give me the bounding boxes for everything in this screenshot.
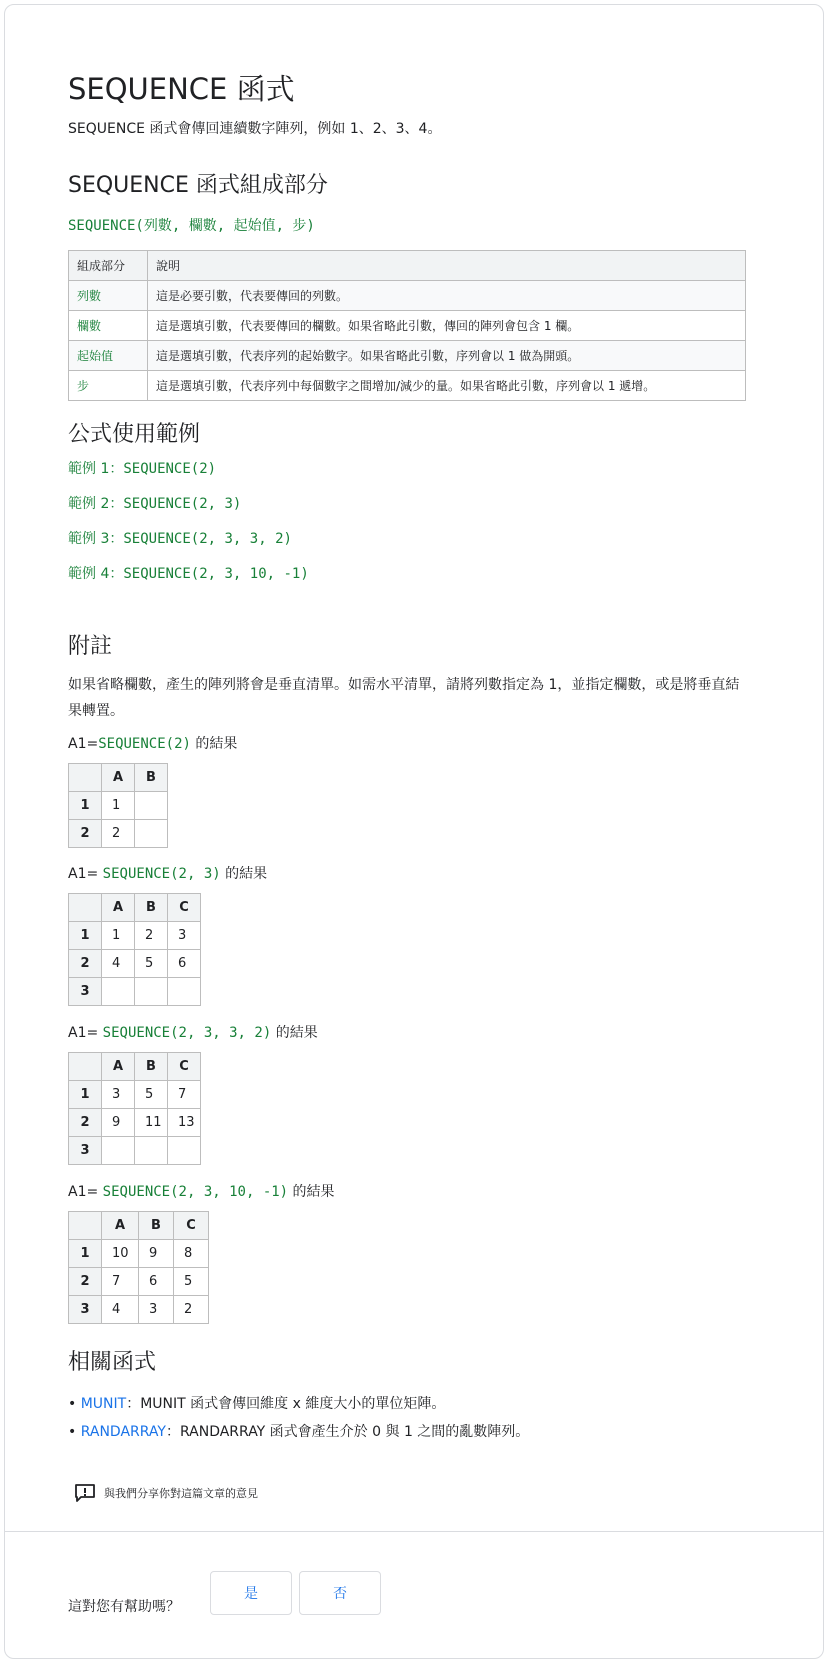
helpful-question: 這對您有幫助嗎？ <box>68 1599 180 1615</box>
table-header: 組成部分 <box>69 251 148 281</box>
param-name: 欄數 <box>69 311 148 341</box>
related-desc: ：MUNIT 函式會傳回維度 x 維度大小的單位矩陣。 <box>126 1396 446 1412</box>
grid-cell: 2 <box>135 922 168 950</box>
caption-suffix: 的結果 <box>288 1184 335 1200</box>
grid-cell <box>168 978 201 1006</box>
no-button[interactable]: 否 <box>299 1571 381 1615</box>
grid-cell: 2 <box>174 1296 209 1324</box>
col-header: A <box>102 894 135 922</box>
grid-cell: 6 <box>168 950 201 978</box>
grid-cell: 6 <box>139 1268 174 1296</box>
result-caption-2 <box>68 863 267 883</box>
corner-cell <box>69 764 102 792</box>
table-row <box>69 341 746 371</box>
caption-suffix: 的結果 <box>190 736 238 752</box>
components-heading: SEQUENCE 函式組成部分 <box>68 173 328 198</box>
row-header: 3 <box>69 1137 102 1165</box>
caption-formula: SEQUENCE(2, 3, 3, 2) <box>102 1025 272 1041</box>
grid-cell: 3 <box>139 1296 174 1324</box>
col-header: C <box>174 1212 209 1240</box>
param-name: 起始值 <box>69 341 148 371</box>
row-header: 3 <box>69 1296 102 1324</box>
grid-cell: 7 <box>102 1268 139 1296</box>
row-header: 3 <box>69 978 102 1006</box>
col-header: A <box>102 1212 139 1240</box>
caption-prefix: A1= <box>68 866 103 882</box>
yes-button[interactable]: 是 <box>210 1571 292 1615</box>
row-header: 1 <box>69 1081 102 1109</box>
grid-cell <box>168 1137 201 1165</box>
grid-cell: 3 <box>102 1081 135 1109</box>
row-header: 2 <box>69 820 102 848</box>
param-name: 步 <box>69 371 148 401</box>
caption-prefix: A1= <box>68 1184 103 1200</box>
caption-suffix: 的結果 <box>271 1025 318 1041</box>
example-label: 範例 1： <box>68 461 124 477</box>
col-header: A <box>102 1053 135 1081</box>
result-grid-3 <box>68 1052 201 1165</box>
example-4 <box>68 563 309 583</box>
col-header: B <box>135 764 168 792</box>
related-heading: 相關函式 <box>68 1350 157 1375</box>
table-header: 說明 <box>148 251 746 281</box>
result-caption-4 <box>68 1181 335 1201</box>
grid-cell: 3 <box>168 922 201 950</box>
col-header: B <box>135 1053 168 1081</box>
example-2 <box>68 493 241 513</box>
grid-cell: 5 <box>174 1268 209 1296</box>
col-header: A <box>102 764 135 792</box>
table-row <box>69 311 746 341</box>
example-formula: SEQUENCE(2, 3, 3, 2) <box>123 531 292 547</box>
list-item: • MUNIT：MUNIT 函式會傳回維度 x 維度大小的單位矩陣。 <box>68 1396 446 1412</box>
page-title: SEQUENCE 函式 <box>68 72 295 106</box>
related-desc: ：RANDARRAY 函式會產生介於 0 與 1 之間的亂數陣列。 <box>165 1424 530 1440</box>
col-header: C <box>168 1053 201 1081</box>
param-name: 列數 <box>69 281 148 311</box>
footer-divider <box>5 1531 823 1532</box>
notes-text: 如果省略欄數，產生的陣列將會是垂直清單。如需水平清單，請將列數指定為 1，並指定欄數，或是將垂直結果轉置。 <box>68 677 740 719</box>
feedback-label: 與我們分享你對這篇文章的意見 <box>104 1487 258 1500</box>
intro-text: SEQUENCE 函式會傳回連續數字陣列，例如 1、2、3、4。 <box>68 121 442 137</box>
grid-cell: 5 <box>135 950 168 978</box>
col-header: C <box>168 894 201 922</box>
notes-heading: 附註 <box>68 634 113 659</box>
result-grid-2 <box>68 893 201 1006</box>
grid-cell <box>135 1137 168 1165</box>
caption-formula: SEQUENCE(2, 3, 10, -1) <box>102 1184 289 1200</box>
grid-cell: 10 <box>102 1240 139 1268</box>
grid-cell <box>135 978 168 1006</box>
article-card <box>4 4 824 1659</box>
param-desc: 這是選填引數，代表序列中每個數字之間增加/減少的量。如果省略此引數，序列會以 1 遞增。 <box>148 371 746 401</box>
table-row <box>69 371 746 401</box>
grid-cell: 2 <box>102 820 135 848</box>
result-caption-1 <box>68 733 237 753</box>
caption-suffix: 的結果 <box>220 866 268 882</box>
row-header: 2 <box>69 1268 102 1296</box>
example-formula: SEQUENCE(2, 3, 10, -1) <box>123 566 309 582</box>
grid-cell: 5 <box>135 1081 168 1109</box>
grid-cell: 9 <box>102 1109 135 1137</box>
components-table <box>68 250 746 401</box>
feedback-link[interactable] <box>74 1483 258 1503</box>
grid-cell: 7 <box>168 1081 201 1109</box>
result-grid-1 <box>68 763 168 848</box>
caption-formula: SEQUENCE(2, 3) <box>102 866 221 882</box>
list-item: • RANDARRAY：RANDARRAY 函式會產生介於 0 與 1 之間的亂數陣列。 <box>68 1424 530 1440</box>
caption-prefix: A1= <box>68 1025 103 1041</box>
corner-cell <box>69 1053 102 1081</box>
param-desc: 這是選填引數，代表要傳回的欄數。如果省略此引數，傳回的陣列會包含 1 欄。 <box>148 311 746 341</box>
grid-cell: 9 <box>139 1240 174 1268</box>
table-row <box>69 281 746 311</box>
grid-cell: 8 <box>174 1240 209 1268</box>
row-header: 1 <box>69 1240 102 1268</box>
grid-cell: 4 <box>102 1296 139 1324</box>
munit-link[interactable]: MUNIT <box>80 1396 127 1412</box>
result-grid-4 <box>68 1211 209 1324</box>
grid-cell: 1 <box>102 792 135 820</box>
grid-cell: 4 <box>102 950 135 978</box>
row-header: 2 <box>69 1109 102 1137</box>
example-formula: SEQUENCE(2) <box>123 461 217 477</box>
table-header-row <box>69 251 746 281</box>
example-1 <box>68 458 216 478</box>
caption-prefix: A1= <box>68 736 99 752</box>
caption-formula: SEQUENCE(2) <box>98 736 191 752</box>
param-desc: 這是必要引數，代表要傳回的列數。 <box>148 281 746 311</box>
result-caption-3 <box>68 1022 318 1042</box>
grid-cell <box>135 820 168 848</box>
corner-cell <box>69 894 102 922</box>
param-desc: 這是選填引數，代表序列的起始數字。如果省略此引數，序列會以 1 做為開頭。 <box>148 341 746 371</box>
example-label: 範例 2： <box>68 496 124 512</box>
col-header: B <box>139 1212 174 1240</box>
row-header: 1 <box>69 922 102 950</box>
example-label: 範例 3： <box>68 531 124 547</box>
grid-cell: 13 <box>168 1109 201 1137</box>
grid-cell: 11 <box>135 1109 168 1137</box>
grid-cell <box>102 1137 135 1165</box>
randarray-link[interactable]: RANDARRAY <box>80 1424 166 1440</box>
syntax-code: SEQUENCE(列數, 欄數, 起始值, 步) <box>68 218 315 234</box>
example-3 <box>68 528 292 548</box>
grid-cell <box>102 978 135 1006</box>
example-formula: SEQUENCE(2, 3) <box>123 496 242 512</box>
grid-cell: 1 <box>102 922 135 950</box>
example-label: 範例 4： <box>68 566 124 582</box>
col-header: B <box>135 894 168 922</box>
related-list <box>68 1390 529 1446</box>
corner-cell <box>69 1212 102 1240</box>
row-header: 2 <box>69 950 102 978</box>
row-header: 1 <box>69 792 102 820</box>
feedback-icon <box>74 1483 96 1503</box>
examples-heading: 公式使用範例 <box>68 422 201 447</box>
grid-cell <box>135 792 168 820</box>
